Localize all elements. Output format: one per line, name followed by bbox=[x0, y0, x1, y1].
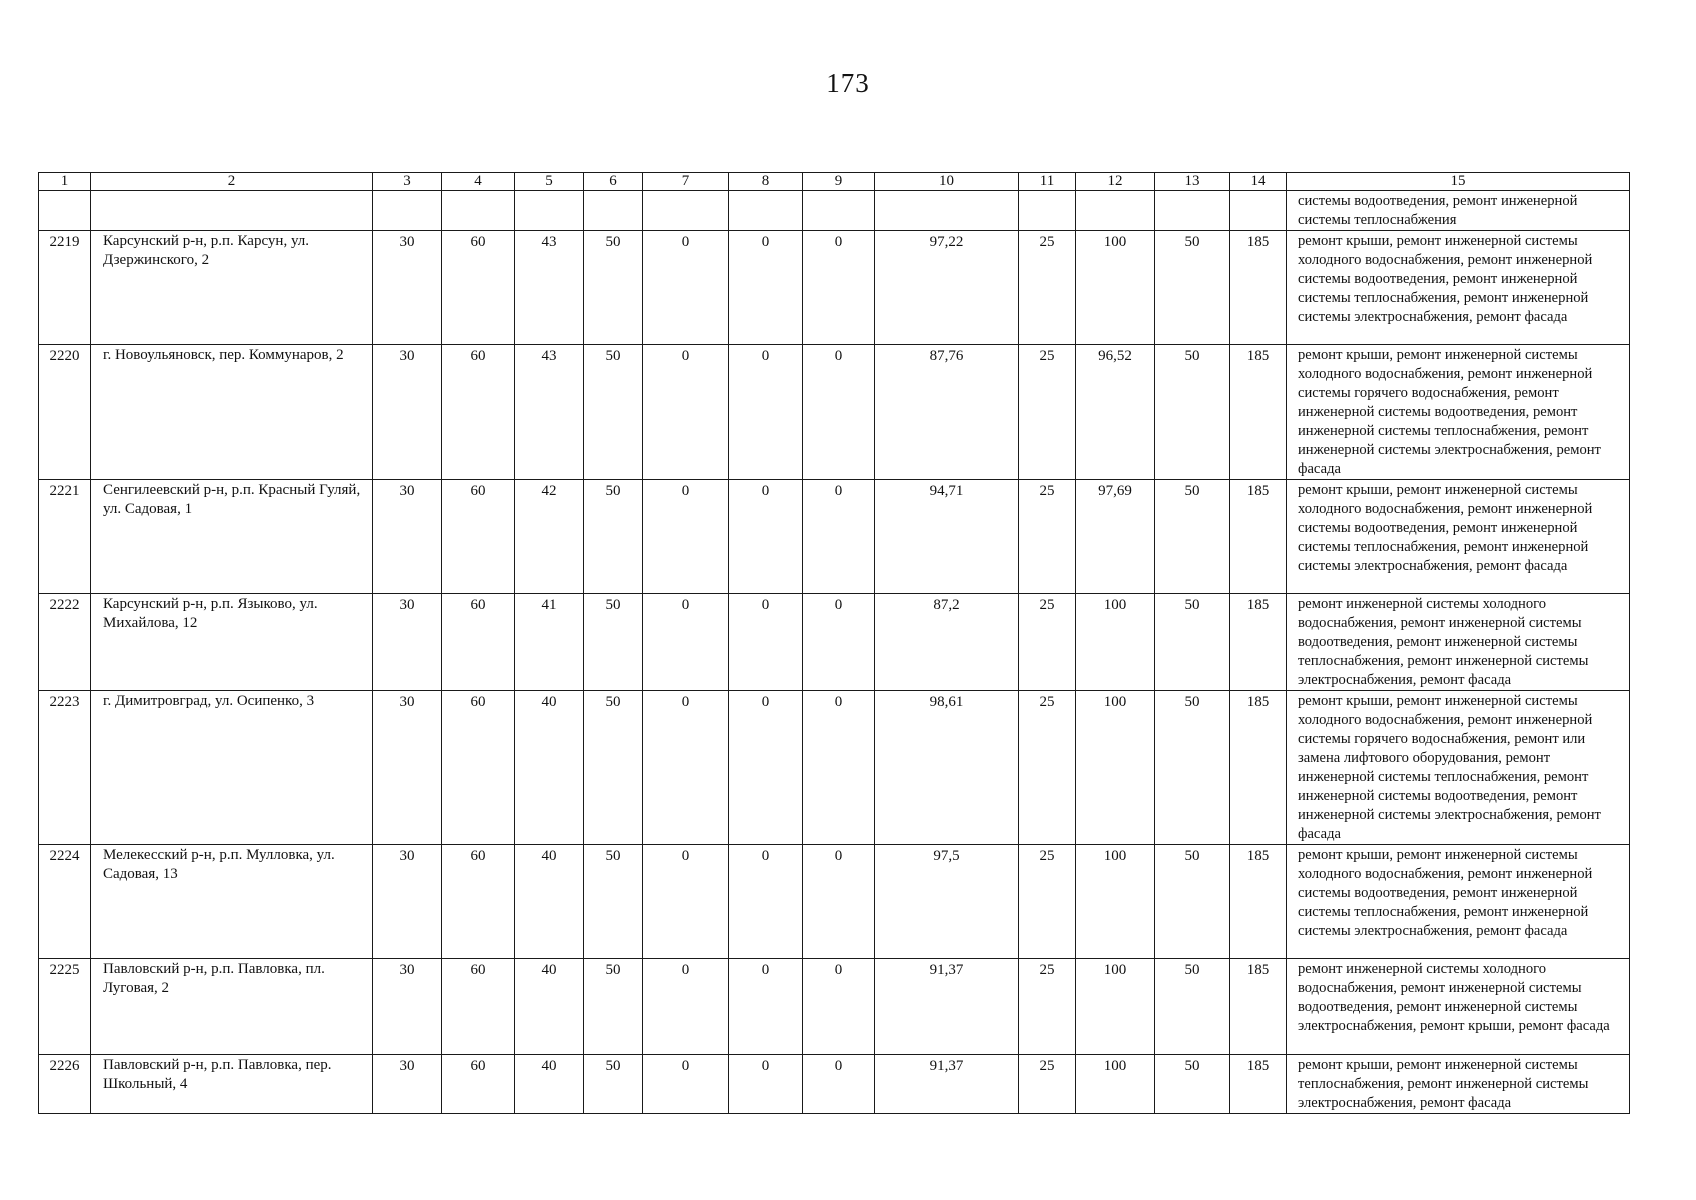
record-number: 2220 bbox=[39, 345, 91, 480]
address-cell: Сенгилеевский р-н, р.п. Красный Гуляй, ул. Садовая, 1 bbox=[91, 480, 373, 594]
column-header: 10 bbox=[875, 173, 1019, 191]
value-cell: 185 bbox=[1230, 1055, 1287, 1114]
record-number: 2226 bbox=[39, 1055, 91, 1114]
column-header: 1 bbox=[39, 173, 91, 191]
column-header: 7 bbox=[643, 173, 729, 191]
value-cell: 98,61 bbox=[875, 691, 1019, 845]
value-cell: 40 bbox=[515, 959, 584, 1055]
works-cell: ремонт крыши, ремонт инженерной системы теплоснабжения, ремонт инженерной системы электроснабжения, ремонт фасада bbox=[1287, 1055, 1630, 1114]
value-cell: 50 bbox=[584, 231, 643, 345]
value-cell: 30 bbox=[373, 845, 442, 959]
value-cell: 0 bbox=[729, 691, 803, 845]
column-header: 12 bbox=[1076, 173, 1155, 191]
value-cell: 185 bbox=[1230, 231, 1287, 345]
value-cell: 50 bbox=[1155, 691, 1230, 845]
value-cell: 87,76 bbox=[875, 345, 1019, 480]
value-cell: 25 bbox=[1019, 959, 1076, 1055]
address-cell: Карсунский р-н, р.п. Языково, ул. Михайлова, 12 bbox=[91, 594, 373, 691]
works-cell: ремонт крыши, ремонт инженерной системы холодного водоснабжения, ремонт инженерной системы водоотведения, ремонт инженерной системы теплоснабжения, ремонт инженерной системы электроснабжения, ремонт фасада bbox=[1287, 231, 1630, 345]
value-cell: 60 bbox=[442, 594, 515, 691]
table-row bbox=[39, 845, 1630, 959]
value-cell: 50 bbox=[584, 594, 643, 691]
value-cell: 96,52 bbox=[1076, 345, 1155, 480]
value-cell: 0 bbox=[729, 1055, 803, 1114]
value-cell: 0 bbox=[729, 845, 803, 959]
value-cell: 100 bbox=[1076, 691, 1155, 845]
column-header: 3 bbox=[373, 173, 442, 191]
address-cell: г. Новоульяновск, пер. Коммунаров, 2 bbox=[91, 345, 373, 480]
value-cell: 30 bbox=[373, 594, 442, 691]
value-cell: 25 bbox=[1019, 345, 1076, 480]
column-header: 11 bbox=[1019, 173, 1076, 191]
value-cell: 97,22 bbox=[875, 231, 1019, 345]
value-cell: 30 bbox=[373, 959, 442, 1055]
address-cell: Мелекесский р-н, р.п. Мулловка, ул. Садовая, 13 bbox=[91, 845, 373, 959]
address-cell: Карсунский р-н, р.п. Карсун, ул. Дзержинского, 2 bbox=[91, 231, 373, 345]
address-cell: г. Димитровград, ул. Осипенко, 3 bbox=[91, 691, 373, 845]
value-cell: 30 bbox=[373, 231, 442, 345]
value-cell: 0 bbox=[803, 691, 875, 845]
value-cell: 30 bbox=[373, 691, 442, 845]
value-cell: 25 bbox=[1019, 480, 1076, 594]
value-cell: 25 bbox=[1019, 594, 1076, 691]
value-cell: 97,69 bbox=[1076, 480, 1155, 594]
value-cell: 0 bbox=[803, 845, 875, 959]
value-cell: 50 bbox=[584, 691, 643, 845]
value-cell: 50 bbox=[584, 480, 643, 594]
works-cell: ремонт крыши, ремонт инженерной системы холодного водоснабжения, ремонт инженерной системы водоотведения, ремонт инженерной системы теплоснабжения, ремонт инженерной системы электроснабжения, ремонт фасада bbox=[1287, 845, 1630, 959]
record-number: 2224 bbox=[39, 845, 91, 959]
value-cell: 60 bbox=[442, 480, 515, 594]
continuation-row bbox=[39, 191, 1630, 231]
value-cell: 60 bbox=[442, 691, 515, 845]
value-cell: 50 bbox=[1155, 480, 1230, 594]
address-cell: Павловский р-н, р.п. Павловка, пл. Луговая, 2 bbox=[91, 959, 373, 1055]
value-cell: 100 bbox=[1076, 845, 1155, 959]
value-cell: 0 bbox=[729, 231, 803, 345]
value-cell: 0 bbox=[803, 594, 875, 691]
value-cell: 0 bbox=[803, 345, 875, 480]
value-cell: 40 bbox=[515, 691, 584, 845]
value-cell: 100 bbox=[1076, 959, 1155, 1055]
value-cell: 41 bbox=[515, 594, 584, 691]
value-cell: 0 bbox=[643, 594, 729, 691]
value-cell: 185 bbox=[1230, 845, 1287, 959]
table-row bbox=[39, 480, 1630, 594]
table-row bbox=[39, 959, 1630, 1055]
value-cell: 0 bbox=[729, 594, 803, 691]
value-cell: 0 bbox=[643, 959, 729, 1055]
value-cell: 50 bbox=[584, 345, 643, 480]
record-number: 2222 bbox=[39, 594, 91, 691]
value-cell: 185 bbox=[1230, 594, 1287, 691]
works-cell: системы водоотведения, ремонт инженерной системы теплоснабжения bbox=[1287, 191, 1630, 231]
works-cell: ремонт крыши, ремонт инженерной системы холодного водоснабжения, ремонт инженерной системы водоотведения, ремонт инженерной системы теплоснабжения, ремонт инженерной системы электроснабжения, ремонт фасада bbox=[1287, 480, 1630, 594]
column-header: 2 bbox=[91, 173, 373, 191]
value-cell: 100 bbox=[1076, 594, 1155, 691]
value-cell: 97,5 bbox=[875, 845, 1019, 959]
value-cell: 30 bbox=[373, 480, 442, 594]
value-cell: 0 bbox=[643, 480, 729, 594]
repair-program-table bbox=[38, 172, 1630, 1114]
value-cell: 60 bbox=[442, 345, 515, 480]
works-cell: ремонт крыши, ремонт инженерной системы холодного водоснабжения, ремонт инженерной системы горячего водоснабжения, ремонт или замена лифтового оборудования, ремонт инженерной системы теплоснабжения, ремонт инженерной системы водоотведения, ремонт инженерной системы электроснабжения, ремонт фасада bbox=[1287, 691, 1630, 845]
value-cell: 50 bbox=[584, 959, 643, 1055]
value-cell: 91,37 bbox=[875, 959, 1019, 1055]
column-header: 4 bbox=[442, 173, 515, 191]
works-cell: ремонт инженерной системы холодного водоснабжения, ремонт инженерной системы водоотведения, ремонт инженерной системы электроснабжения, ремонт крыши, ремонт фасада bbox=[1287, 959, 1630, 1055]
value-cell: 30 bbox=[373, 1055, 442, 1114]
value-cell: 40 bbox=[515, 845, 584, 959]
address-cell: Павловский р-н, р.п. Павловка, пер. Школьный, 4 bbox=[91, 1055, 373, 1114]
value-cell: 50 bbox=[1155, 1055, 1230, 1114]
column-header: 8 bbox=[729, 173, 803, 191]
value-cell: 50 bbox=[1155, 594, 1230, 691]
column-number-row bbox=[39, 173, 1630, 191]
value-cell: 50 bbox=[1155, 345, 1230, 480]
value-cell: 50 bbox=[584, 845, 643, 959]
record-number: 2223 bbox=[39, 691, 91, 845]
value-cell: 25 bbox=[1019, 1055, 1076, 1114]
value-cell: 50 bbox=[1155, 959, 1230, 1055]
value-cell: 40 bbox=[515, 1055, 584, 1114]
column-header: 9 bbox=[803, 173, 875, 191]
value-cell: 0 bbox=[803, 231, 875, 345]
value-cell: 60 bbox=[442, 231, 515, 345]
value-cell: 0 bbox=[729, 480, 803, 594]
value-cell: 25 bbox=[1019, 231, 1076, 345]
value-cell: 42 bbox=[515, 480, 584, 594]
column-header: 14 bbox=[1230, 173, 1287, 191]
value-cell: 60 bbox=[442, 959, 515, 1055]
value-cell: 100 bbox=[1076, 231, 1155, 345]
table-row bbox=[39, 345, 1630, 480]
value-cell: 100 bbox=[1076, 1055, 1155, 1114]
value-cell: 87,2 bbox=[875, 594, 1019, 691]
record-number: 2225 bbox=[39, 959, 91, 1055]
value-cell: 0 bbox=[643, 345, 729, 480]
value-cell: 0 bbox=[643, 1055, 729, 1114]
value-cell: 0 bbox=[803, 1055, 875, 1114]
value-cell: 185 bbox=[1230, 959, 1287, 1055]
works-cell: ремонт крыши, ремонт инженерной системы холодного водоснабжения, ремонт инженерной системы горячего водоснабжения, ремонт инженерной системы водоотведения, ремонт инженерной системы теплоснабжения, ремонт инженерной системы электроснабжения, ремонт фасада bbox=[1287, 345, 1630, 480]
column-header: 15 bbox=[1287, 173, 1630, 191]
value-cell: 0 bbox=[803, 959, 875, 1055]
value-cell: 94,71 bbox=[875, 480, 1019, 594]
value-cell: 0 bbox=[803, 480, 875, 594]
value-cell: 30 bbox=[373, 345, 442, 480]
value-cell: 0 bbox=[729, 959, 803, 1055]
value-cell: 185 bbox=[1230, 691, 1287, 845]
value-cell: 43 bbox=[515, 345, 584, 480]
value-cell: 50 bbox=[1155, 231, 1230, 345]
value-cell: 60 bbox=[442, 1055, 515, 1114]
value-cell: 0 bbox=[643, 845, 729, 959]
works-cell: ремонт инженерной системы холодного водоснабжения, ремонт инженерной системы водоотведения, ремонт инженерной системы теплоснабжения, ремонт инженерной системы электроснабжения, ремонт фасада bbox=[1287, 594, 1630, 691]
value-cell: 0 bbox=[643, 231, 729, 345]
page-number: 173 bbox=[826, 68, 870, 98]
table-row bbox=[39, 691, 1630, 845]
record-number: 2219 bbox=[39, 231, 91, 345]
record-number: 2221 bbox=[39, 480, 91, 594]
value-cell: 25 bbox=[1019, 691, 1076, 845]
value-cell: 43 bbox=[515, 231, 584, 345]
value-cell: 0 bbox=[643, 691, 729, 845]
column-header: 5 bbox=[515, 173, 584, 191]
value-cell: 91,37 bbox=[875, 1055, 1019, 1114]
value-cell: 25 bbox=[1019, 845, 1076, 959]
value-cell: 50 bbox=[1155, 845, 1230, 959]
value-cell: 185 bbox=[1230, 345, 1287, 480]
value-cell: 60 bbox=[442, 845, 515, 959]
value-cell: 0 bbox=[729, 345, 803, 480]
column-header: 6 bbox=[584, 173, 643, 191]
table-row bbox=[39, 594, 1630, 691]
table-row bbox=[39, 1055, 1630, 1114]
value-cell: 185 bbox=[1230, 480, 1287, 594]
value-cell: 50 bbox=[584, 1055, 643, 1114]
column-header: 13 bbox=[1155, 173, 1230, 191]
table-row bbox=[39, 231, 1630, 345]
